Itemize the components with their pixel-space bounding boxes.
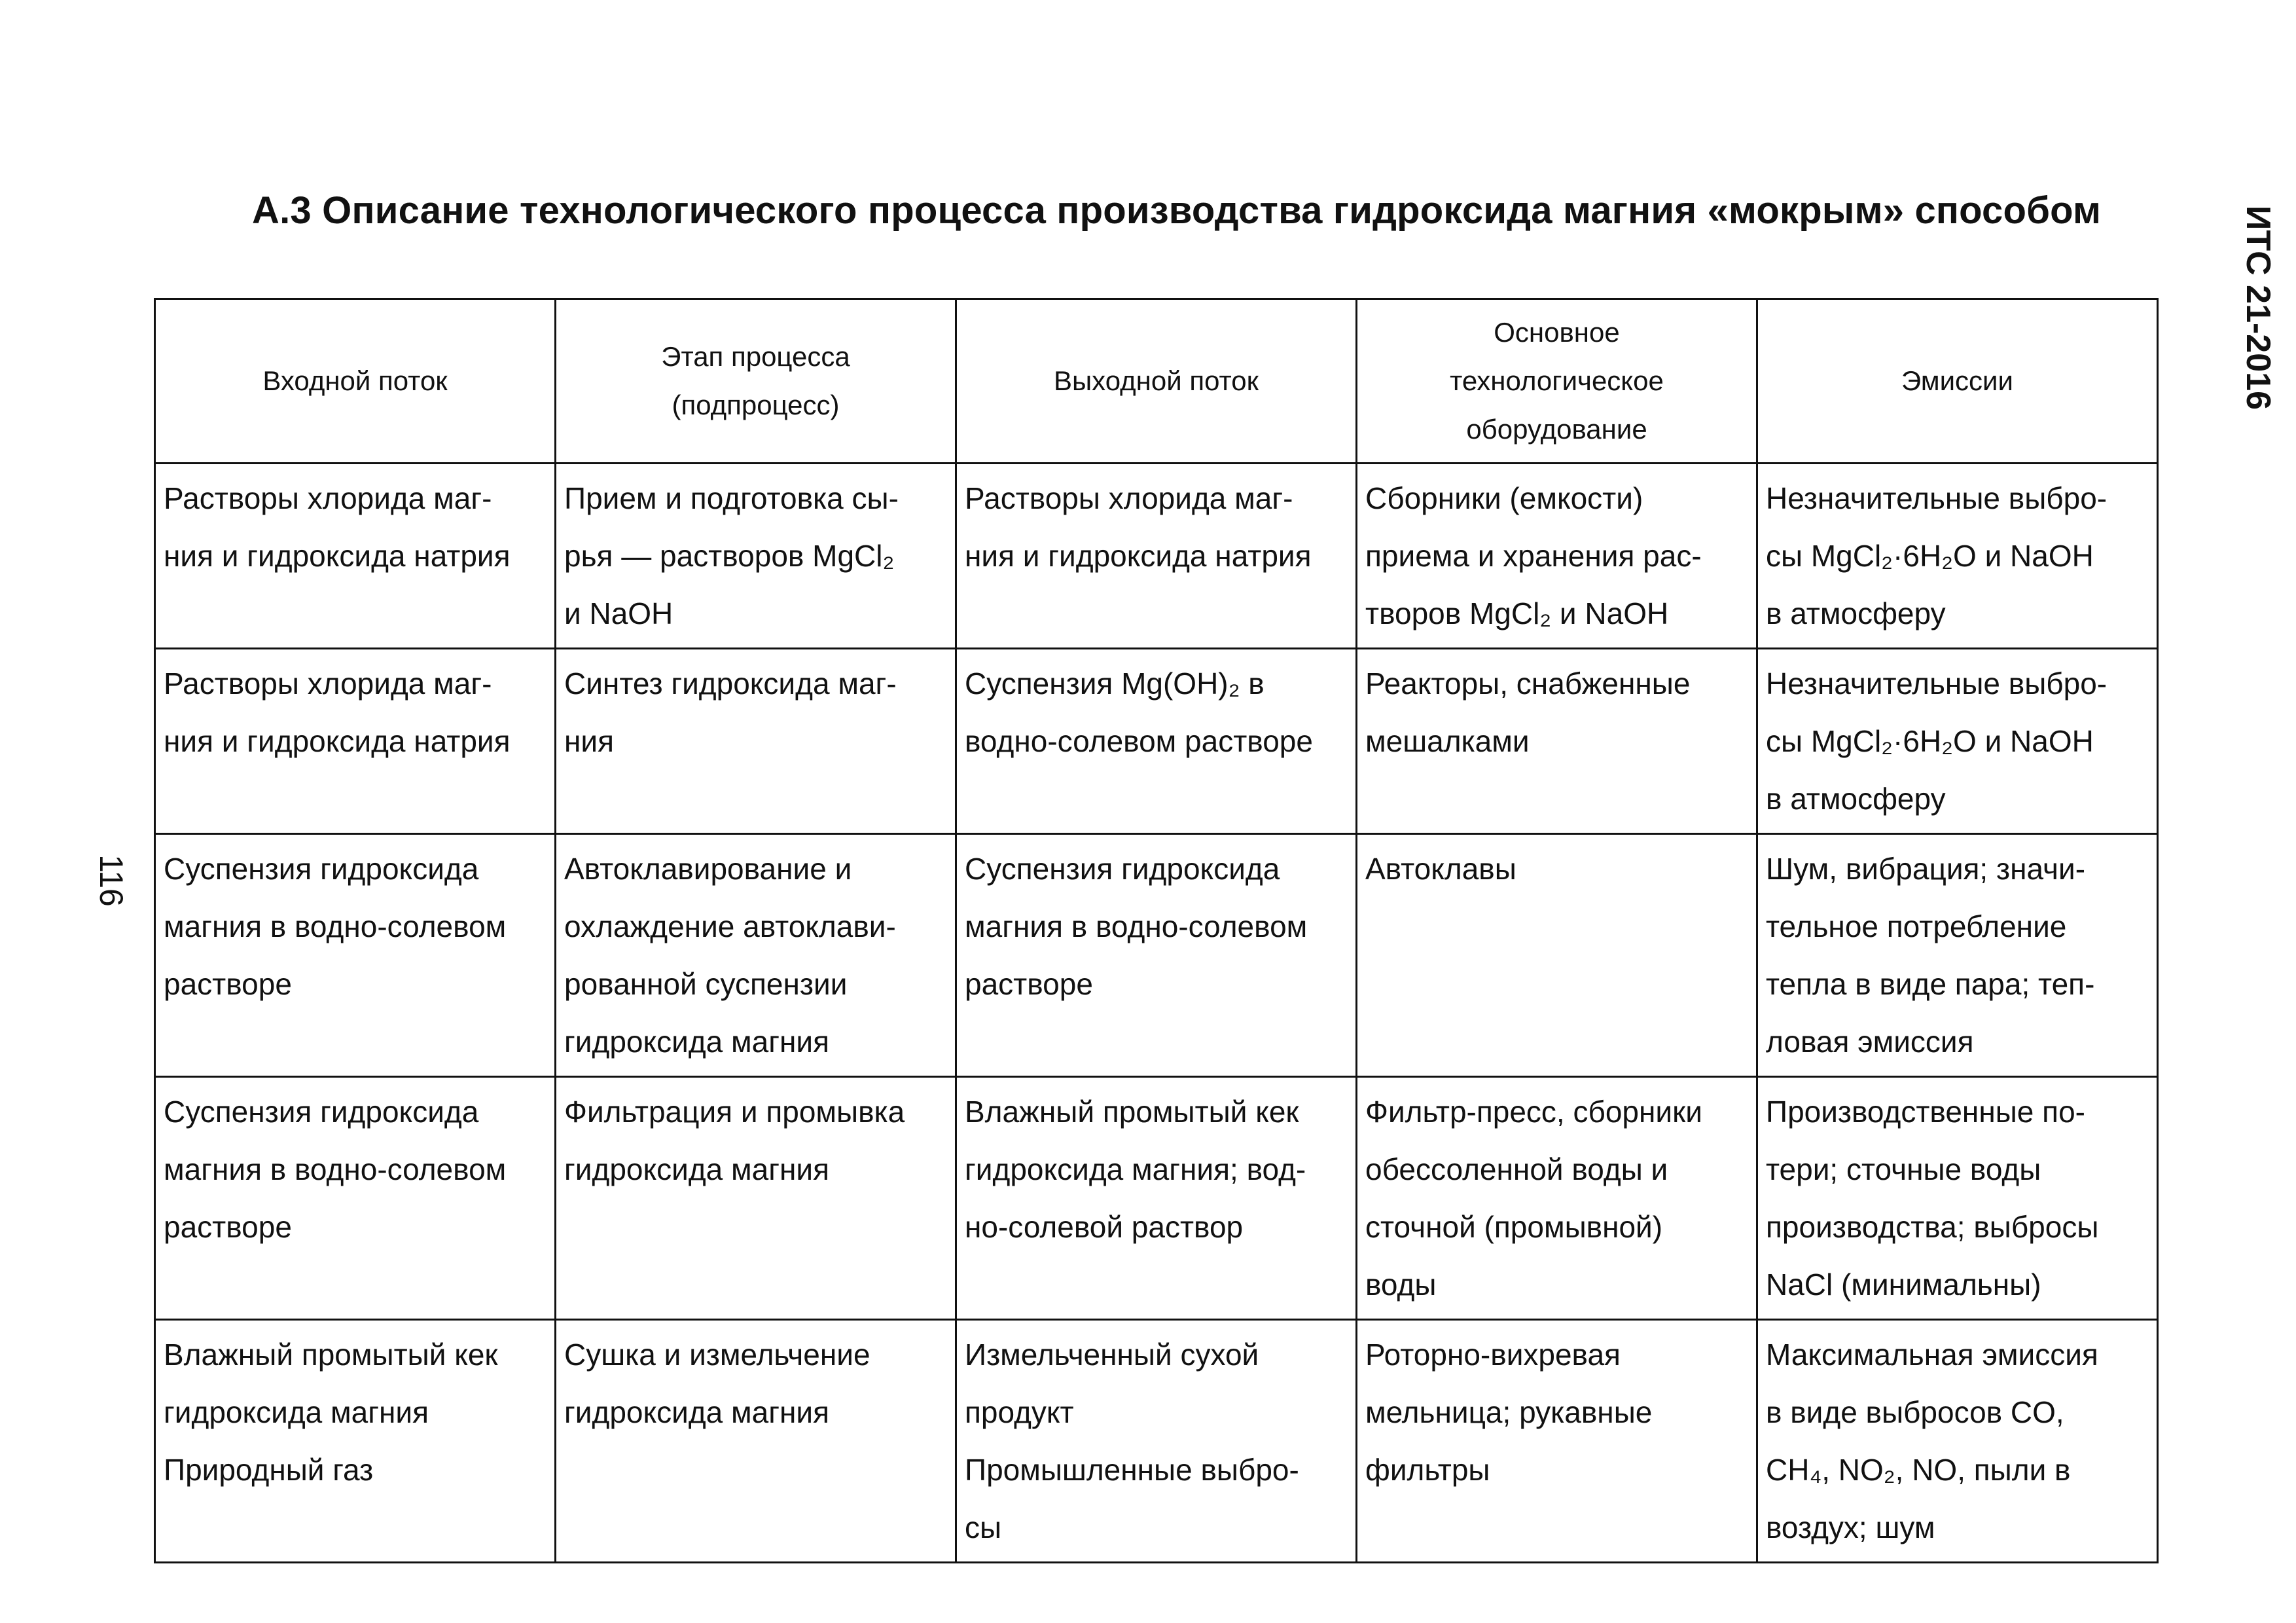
document-code bbox=[2238, 196, 2278, 419]
cell-equipment: Фильтр-пресс, сборники обессоленной воды и сточной (промывной) воды bbox=[1357, 1077, 1757, 1320]
table-row bbox=[155, 464, 2158, 649]
document-title: А.3 Описание технологического процесса производства гидроксида магния «мокрым» способом bbox=[252, 189, 2102, 232]
cell-input-flow: Суспензия гидроксида магния в водно-солевом растворе bbox=[155, 834, 556, 1077]
cell-equipment: Сборники (емкости) приема и хранения рас- творов MgCl₂ и NaOH bbox=[1357, 464, 1757, 649]
header-input-flow: Входной поток bbox=[155, 299, 556, 464]
header-output-flow: Выходной поток bbox=[956, 299, 1357, 464]
cell-process-stage: Сушка и измельчение гидроксида магния bbox=[556, 1320, 956, 1563]
cell-equipment: Роторно-вихревая мельница; рукавные фильтры bbox=[1357, 1320, 1757, 1563]
cell-emissions: Незначительные выбро- сы MgCl₂·6H₂O и NaOH в атмосферу bbox=[1757, 649, 2158, 834]
cell-emissions: Производственные по- тери; сточные воды производства; выбросы NaCl (минимальны) bbox=[1757, 1077, 2158, 1320]
cell-process-stage: Синтез гидроксида маг- ния bbox=[556, 649, 956, 834]
page-number-text: 116 bbox=[93, 854, 130, 907]
cell-input-flow: Влажный промытый кек гидроксида магния Природный газ bbox=[155, 1320, 556, 1563]
table-row bbox=[155, 834, 2158, 1077]
cell-output-flow: Растворы хлорида маг- ния и гидроксида натрия bbox=[956, 464, 1357, 649]
cell-output-flow: Влажный промытый кек гидроксида магния; вод- но-солевой раствор bbox=[956, 1077, 1357, 1320]
cell-process-stage: Прием и подготовка сы- рья — растворов MgCl₂ и NaOH bbox=[556, 464, 956, 649]
cell-emissions: Шум, вибрация; значи- тельное потребление тепла в виде пара; теп- ловая эмиссия bbox=[1757, 834, 2158, 1077]
table-row bbox=[155, 649, 2158, 834]
cell-process-stage: Автоклавирование и охлаждение автоклави- рованной суспензии гидроксида магния bbox=[556, 834, 956, 1077]
cell-equipment: Автоклавы bbox=[1357, 834, 1757, 1077]
header-emissions: Эмиссии bbox=[1757, 299, 2158, 464]
cell-output-flow: Суспензия Mg(OH)₂ в водно-солевом растворе bbox=[956, 649, 1357, 834]
header-process-stage: Этап процесса (подпроцесс) bbox=[556, 299, 956, 464]
document-code-text: ИТС 21-2016 bbox=[2239, 206, 2277, 410]
table-header-row bbox=[155, 299, 2158, 464]
page-number bbox=[92, 845, 131, 917]
cell-emissions: Максимальная эмиссия в виде выбросов CO, CH₄, NO₂, NO, пыли в воздух; шум bbox=[1757, 1320, 2158, 1563]
cell-output-flow: Измельченный сухой продукт Промышленные выбро- сы bbox=[956, 1320, 1357, 1563]
header-equipment: Основное технологическое оборудование bbox=[1357, 299, 1757, 464]
cell-input-flow: Растворы хлорида маг- ния и гидроксида натрия bbox=[155, 464, 556, 649]
cell-equipment: Реакторы, снабженные мешалками bbox=[1357, 649, 1757, 834]
cell-output-flow: Суспензия гидроксида магния в водно-солевом растворе bbox=[956, 834, 1357, 1077]
table-row bbox=[155, 1320, 2158, 1563]
cell-input-flow: Суспензия гидроксида магния в водно-солевом растворе bbox=[155, 1077, 556, 1320]
table-row bbox=[155, 1077, 2158, 1320]
process-table bbox=[154, 298, 2159, 1563]
cell-emissions: Незначительные выбро- сы MgCl₂·6H₂O и NaOH в атмосферу bbox=[1757, 464, 2158, 649]
cell-process-stage: Фильтрация и промывка гидроксида магния bbox=[556, 1077, 956, 1320]
cell-input-flow: Растворы хлорида маг- ния и гидроксида натрия bbox=[155, 649, 556, 834]
